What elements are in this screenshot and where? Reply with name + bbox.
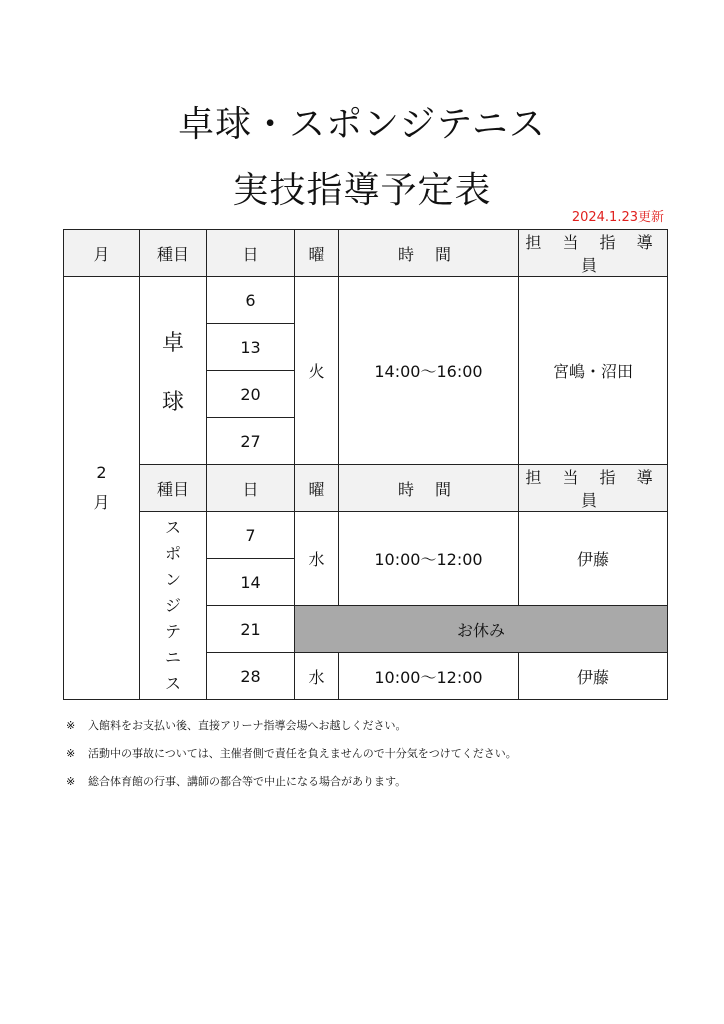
- day-cell: 7: [207, 512, 295, 559]
- header-day: 日: [207, 465, 295, 512]
- instructor-cell: 宮嶋・沼田: [519, 277, 668, 465]
- day-cell: 6: [207, 277, 295, 324]
- header-weekday: 曜: [295, 230, 339, 277]
- header-weekday: 曜: [295, 465, 339, 512]
- time-cell: 14:00〜16:00: [339, 277, 519, 465]
- note-text: 入館料をお支払い後、直接アリーナ指導会場へお越しください。: [88, 719, 407, 732]
- header-time: 時 間: [339, 465, 519, 512]
- note-mark: ※: [66, 719, 76, 732]
- weekday-cell: 水: [295, 653, 339, 700]
- time-cell: 10:00〜12:00: [339, 653, 519, 700]
- header-row: [64, 230, 668, 277]
- note-text: 総合体育館の行事、講師の都合等で中止になる場合があります。: [88, 775, 407, 788]
- event-table-tennis: [140, 277, 207, 465]
- instructor-cell: 伊藤: [519, 512, 668, 606]
- table-row: [64, 277, 668, 324]
- month-cell: [64, 277, 140, 700]
- event-char: ス: [164, 673, 181, 693]
- note-text: 活動中の事故については、主催者側で責任を負えませんので十分気をつけてください。: [88, 747, 517, 760]
- header-row-2: [64, 465, 668, 512]
- event-char: テ: [164, 621, 181, 641]
- event-char: ニ: [164, 647, 181, 667]
- weekday-cell: 火: [295, 277, 339, 465]
- event-char: ン: [164, 569, 181, 589]
- header-event: 種目: [140, 465, 207, 512]
- closed-notice: お休み: [295, 606, 668, 653]
- month-char: 月: [93, 493, 110, 512]
- event-char: ス: [164, 517, 181, 537]
- note-mark: ※: [66, 775, 76, 788]
- day-cell: 21: [207, 606, 295, 653]
- time-cell: 10:00〜12:00: [339, 512, 519, 606]
- header-instructor: 担 当 指 導 員: [519, 465, 668, 512]
- updated-date: 2024.1.23更新: [571, 210, 664, 225]
- title-line-1: 卓球・スポンジテニス: [178, 104, 546, 145]
- title-line-2: 実技指導予定表: [232, 170, 492, 211]
- note-mark: ※: [66, 747, 76, 760]
- header-day: 日: [207, 230, 295, 277]
- header-event: 種目: [140, 230, 207, 277]
- day-cell: 13: [207, 324, 295, 371]
- notes: [66, 712, 517, 796]
- note-item: [66, 712, 517, 740]
- event-char: ポ: [164, 543, 181, 563]
- day-cell: 27: [207, 418, 295, 465]
- event-char: 卓: [161, 330, 184, 356]
- instructor-cell: 伊藤: [519, 653, 668, 700]
- note-item: [66, 768, 517, 796]
- event-char: ジ: [164, 595, 181, 615]
- day-cell: 28: [207, 653, 295, 700]
- day-cell: 20: [207, 371, 295, 418]
- weekday-cell: 水: [295, 512, 339, 606]
- table-row: [64, 512, 668, 559]
- header-time: 時 間: [339, 230, 519, 277]
- schedule-table: [63, 229, 668, 700]
- day-cell: 14: [207, 559, 295, 606]
- header-month: 月: [64, 230, 140, 277]
- note-item: [66, 740, 517, 768]
- event-sponge-tennis: [140, 512, 207, 700]
- event-char: 球: [161, 389, 184, 415]
- header-instructor: 担 当 指 導 員: [519, 230, 668, 277]
- month-number: 2: [96, 462, 107, 482]
